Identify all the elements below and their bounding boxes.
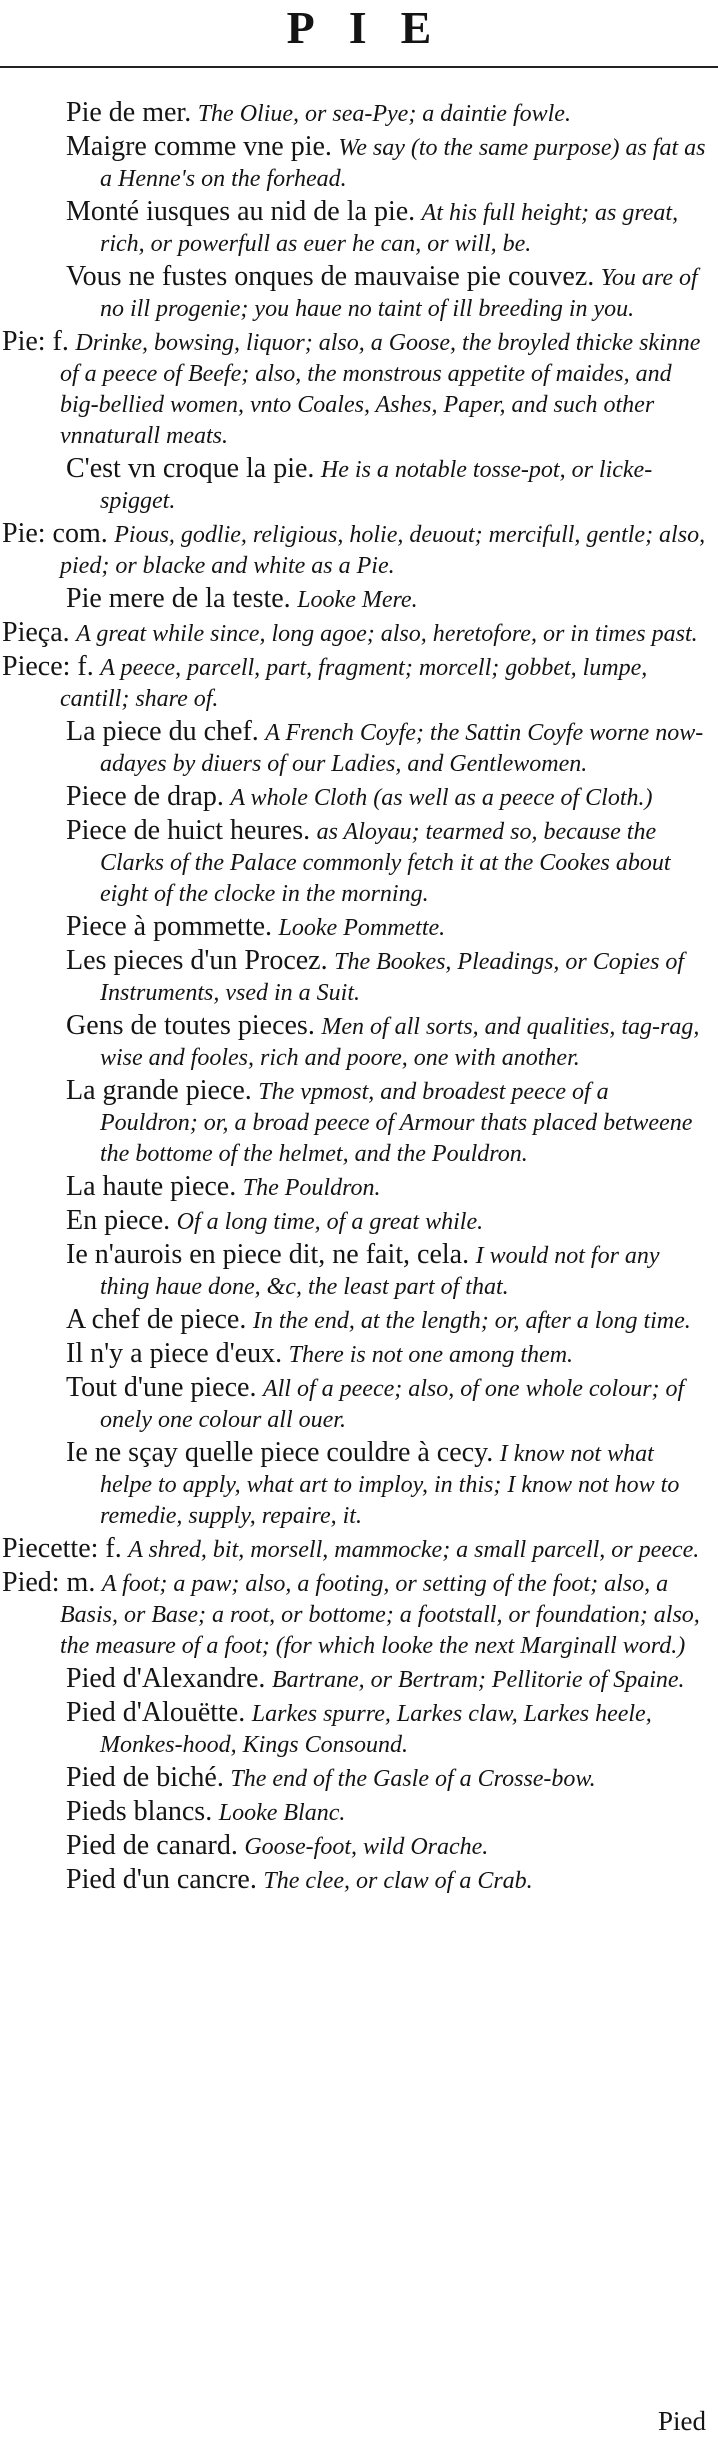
entry-english: Men of all sorts, and qualities, tag-rag, wise and fooles, rich and poore, one with another.: [100, 1014, 700, 1071]
entry-english: A French Coyfe; the Sattin Coyfe worne now-adayes by diuers of our Ladies, and Gentlewomen.: [100, 720, 704, 777]
entry-french: A chef de piece.: [66, 1304, 247, 1335]
entry-french: Ie n'aurois en piece dit, ne fait, cela.: [66, 1239, 470, 1270]
entry-english: I would not for any thing haue done, &c, the least part of that.: [100, 1243, 660, 1300]
entry-english: I know not what helpe to apply, what art to imploy, in this; I know not how to remedie, supply, repaire, it.: [100, 1441, 680, 1529]
entry-english: as Aloyau; tearmed so, because the Clarks of the Palace commonly fetch it at the Cookes about eight of the clocke in the morning.: [100, 819, 671, 907]
header-rule: [0, 66, 718, 68]
entry-french: C'est vn croque la pie.: [66, 453, 315, 484]
entry-english: There is not one among them.: [288, 1342, 574, 1368]
entry-english: Goose-foot, wild Orache.: [244, 1834, 489, 1860]
sub-entry: [0, 1438, 718, 1531]
entry-french: Pied de canard.: [66, 1830, 238, 1861]
entry-french: Pie mere de la teste.: [66, 583, 291, 614]
entry-french: Monté iusques au nid de la pie.: [66, 196, 416, 227]
entry-english: Drinke, bowsing, liquor; also, a Goose, the broyled thicke skinne of a peece of Beefe; also, the monstrous appetite of maides, and big-bellied women, vnto Coales, Ashes, Paper, and such other vnnaturall meats.: [60, 330, 701, 449]
entry-french: La grande piece.: [66, 1075, 252, 1106]
entry-english: The Pouldron.: [242, 1175, 381, 1201]
entry-french: Gens de toutes pieces.: [66, 1010, 315, 1041]
sub-entry: [0, 717, 718, 779]
entry-french: La piece du chef.: [66, 716, 259, 747]
entry-english: You are of no ill progenie; you haue no taint of ill breeding in you.: [100, 265, 698, 322]
entry-french: Piece de drap.: [66, 781, 224, 812]
sub-entry: [0, 1373, 718, 1435]
sub-entry: [0, 1797, 718, 1828]
main-entry: [0, 652, 718, 714]
entry-french: En piece.: [66, 1205, 171, 1236]
entry-english: We say (to the same purpose) as fat as a Henne's on the forhead.: [100, 135, 706, 192]
entry-french: La haute piece.: [66, 1171, 237, 1202]
entry-english: A whole Cloth (as well as a peece of Cloth.): [230, 785, 653, 811]
entry-french: Les pieces d'un Procez.: [66, 945, 328, 976]
main-entry: [0, 327, 718, 451]
entry-english: At his full height; as great, rich, or powerfull as euer he can, or will, be.: [100, 200, 679, 257]
entry-english: The clee, or claw of a Crab.: [263, 1868, 533, 1894]
entry-english: In the end, at the length; or, after a long time.: [252, 1308, 691, 1334]
entry-french: Pie de mer.: [66, 97, 192, 128]
entry-english: Looke Blanc.: [218, 1800, 346, 1826]
entry-english: A great while since, long agoe; also, heretofore, or in times past.: [76, 621, 698, 647]
sub-entry: [0, 1240, 718, 1302]
entry-french: Pieds blancs.: [66, 1796, 213, 1827]
entry-english: A peece, parcell, part, fragment; morcell; gobbet, lumpe, cantill; share of.: [60, 655, 648, 712]
sub-entry: [0, 782, 718, 813]
entry-english: A foot; a paw; also, a footing, or setting of the foot; also, a Basis, or Base; a root, or bottome; a footstall, or foundation; also, the measure of a foot; (for which looke the next Marginall word.): [60, 1571, 700, 1659]
entry-french: Pieça.: [2, 617, 70, 648]
sub-entry: [0, 1305, 718, 1336]
sub-entry: [0, 1339, 718, 1370]
sub-entry: [0, 816, 718, 909]
sub-entry: [0, 262, 718, 324]
entry-english: A shred, bit, morsell, mammocke; a small parcell, or peece.: [128, 1537, 700, 1563]
entry-english: The Oliue, or sea-Pye; a daintie fowle.: [197, 101, 571, 127]
entry-french: Tout d'une piece.: [66, 1372, 257, 1403]
entry-english: Larkes spurre, Larkes claw, Larkes heele, Monkes-hood, Kings Consound.: [100, 1701, 652, 1758]
page-headword: PIE: [286, 2, 466, 53]
sub-entry: [0, 1172, 718, 1203]
sub-entry: [0, 1011, 718, 1073]
entry-french: Maigre comme vne pie.: [66, 131, 332, 162]
main-entry: [0, 1534, 718, 1565]
sub-entry: [0, 1763, 718, 1794]
entry-french: Vous ne fustes onques de mauvaise pie couvez.: [66, 261, 595, 292]
entry-french: Pied d'Alouëtte.: [66, 1697, 246, 1728]
entry-english: He is a notable tosse-pot, or licke-spigget.: [100, 457, 653, 514]
sub-entry: [0, 1698, 718, 1760]
entry-list: [0, 98, 718, 1899]
entry-french: Piece de huict heures.: [66, 815, 311, 846]
entry-french: Il n'y a piece d'eux.: [66, 1338, 283, 1369]
entry-english: Pious, godlie, religious, holie, deuout; mercifull, gentle; also, pied; or blacke and white as a Pie.: [60, 522, 706, 579]
entry-french: Piece: f.: [2, 651, 94, 682]
entry-french: Piece à pommette.: [66, 911, 273, 942]
sub-entry: [0, 1206, 718, 1237]
sub-entry: [0, 1831, 718, 1862]
entry-french: Pied de biché.: [66, 1762, 224, 1793]
entry-french: Pie: f.: [2, 326, 69, 357]
entry-english: Bartrane, or Bertram; Pellitorie of Spaine.: [271, 1667, 685, 1693]
entry-french: Piecette: f.: [2, 1533, 122, 1564]
main-entry: [0, 1568, 718, 1661]
entry-french: Ie ne sçay quelle piece couldre à cecy.: [66, 1437, 494, 1468]
entry-english: Of a long time, of a great while.: [176, 1209, 484, 1235]
sub-entry: [0, 1664, 718, 1695]
main-entry: [0, 618, 718, 649]
entry-french: Pie: com.: [2, 518, 108, 549]
entry-english: The vpmost, and broadest peece of a Pouldron; or, a broad peece of Armour thats placed betweene the bottome of the helmet, and the Pouldron.: [100, 1079, 693, 1167]
entry-french: Pied d'un cancre.: [66, 1864, 257, 1895]
entry-english: Looke Mere.: [297, 587, 418, 613]
entry-english: All of a peece; also, of one whole colour; of onely one colour all ouer.: [100, 1376, 685, 1433]
sub-entry: [0, 584, 718, 615]
main-entry: [0, 519, 718, 581]
entry-french: Pied: m.: [2, 1567, 96, 1598]
sub-entry: [0, 454, 718, 516]
entry-french: Pied d'Alexandre.: [66, 1663, 266, 1694]
sub-entry: [0, 912, 718, 943]
entry-english: The Bookes, Pleadings, or Copies of Instruments, vsed in a Suit.: [100, 949, 685, 1006]
sub-entry: [0, 1865, 718, 1896]
sub-entry: [0, 132, 718, 194]
sub-entry: [0, 1076, 718, 1169]
sub-entry: [0, 946, 718, 1008]
catchword: Pied: [657, 2406, 706, 2436]
entry-english: Looke Pommette.: [278, 915, 446, 941]
entry-english: The end of the Gasle of a Crosse-bow.: [230, 1766, 596, 1792]
sub-entry: [0, 197, 718, 259]
sub-entry: [0, 98, 718, 129]
